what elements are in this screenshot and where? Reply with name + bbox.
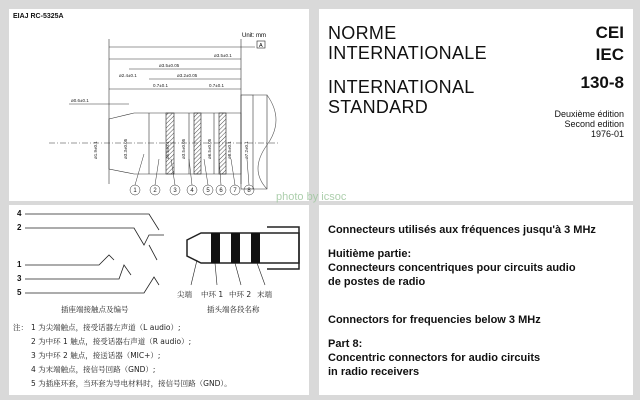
- dim-label: ø2.4±0.1: [119, 73, 137, 78]
- note-line: 2 为中环 1 触点，接受话器右声道（R audio）;: [31, 337, 192, 346]
- dim-label: ø5.5±0.1: [165, 141, 170, 159]
- standard-cover-panel: [319, 9, 633, 201]
- title-fr: Connecteurs utilisés aux fréquences jusqu'à 3 MHz: [328, 224, 596, 236]
- caption-plug: 插头端各段名称: [207, 305, 260, 314]
- part-en-line2: in radio receivers: [328, 366, 420, 378]
- note-line: 3 为中环 2 触点，接送话器（MIC+）;: [31, 351, 161, 360]
- part-fr-heading: Huitième partie:: [328, 248, 412, 260]
- dim-label: ø3.2±0.05: [177, 73, 198, 78]
- standard-label: EIAJ RC-5325A: [13, 13, 64, 20]
- part-en-line1: Concentric connectors for audio circuits: [328, 352, 541, 364]
- dim-label: ø8.5±0.1: [227, 141, 232, 159]
- plug-label-sleeve: 末端: [257, 290, 272, 299]
- standard-titles-panel: [319, 205, 633, 395]
- dim-label: ø3.5±0.05: [159, 63, 180, 68]
- cover-line-norme: NORME: [328, 23, 397, 43]
- pin-number: 3: [17, 274, 22, 283]
- dim-label: ø3.3±0.05: [123, 138, 128, 159]
- callout-number: 8: [247, 188, 251, 194]
- dim-label: ø6.5±0.05: [207, 138, 212, 159]
- dim-label: ø1.9±0.1: [93, 141, 98, 159]
- callout-number: 4: [190, 188, 194, 194]
- dim-label: ø7.2±0.1: [244, 141, 249, 159]
- dim-label: ø3.5±0.1: [214, 53, 232, 58]
- callout-number: 1: [133, 188, 137, 194]
- cover-code-iec: IEC: [595, 45, 624, 64]
- callout-number: 5: [206, 188, 210, 194]
- note-line: 4 为末端触点，接信号回路（GND）;: [31, 365, 156, 374]
- dim-label: ø3.5±0.05: [181, 138, 186, 159]
- pin-number: 1: [17, 260, 22, 269]
- edition-year: 1976-01: [590, 129, 624, 139]
- plug-label-ring1: 中环 1: [201, 290, 224, 299]
- callout-number: 2: [153, 188, 157, 194]
- cover-line-standard: STANDARD: [328, 97, 429, 117]
- cover-code-cei: CEI: [595, 23, 624, 42]
- edition-fr: Deuxième édition: [554, 109, 624, 119]
- note-line: 5 为插座环套，当环套为导电材料时，接信号回路（GND）。: [31, 379, 232, 388]
- note-line: 1 为尖端触点，接受话器左声道（L audio）;: [31, 323, 181, 332]
- title-en: Connectors for frequencies below 3 MHz: [328, 314, 541, 326]
- dim-label: 0.7±0.1: [209, 83, 224, 88]
- part-en-heading: Part 8:: [328, 338, 363, 350]
- plug-label-ring2: 中环 2: [229, 290, 252, 299]
- plug-label-tip: 尖端: [177, 290, 192, 299]
- cover-code-number: 130-8: [580, 73, 624, 92]
- callout-number: 6: [219, 188, 223, 194]
- unit-label: Unit: mm: [242, 33, 266, 39]
- dim-label: ø0.6±0.1: [71, 98, 89, 103]
- notes-prefix: 注：: [13, 323, 28, 332]
- callout-number: 7: [233, 188, 237, 194]
- cover-line-internationale: INTERNATIONALE: [328, 43, 487, 63]
- watermark: photo by icsoc: [276, 191, 347, 203]
- dim-label: 0.7±0.1: [153, 83, 168, 88]
- pin-number: 5: [17, 288, 22, 297]
- technical-drawing-panel: [9, 9, 309, 201]
- plug-dimension-drawing: [9, 9, 309, 201]
- part-fr-line2: de postes de radio: [328, 276, 426, 288]
- cover-line-international: INTERNATIONAL: [328, 77, 475, 97]
- caption-socket: 插座端接触点及编号: [61, 305, 129, 314]
- edition-en: Second edition: [564, 119, 624, 129]
- wiring-diagram-panel: [9, 205, 309, 395]
- plug-illustration: [187, 227, 299, 269]
- part-fr-line1: Connecteurs concentriques pour circuits audio: [328, 262, 576, 274]
- pin-number: 2: [17, 223, 22, 232]
- datum-label: A: [259, 43, 263, 49]
- callout-number: 3: [173, 188, 177, 194]
- pin-number: 4: [17, 209, 22, 218]
